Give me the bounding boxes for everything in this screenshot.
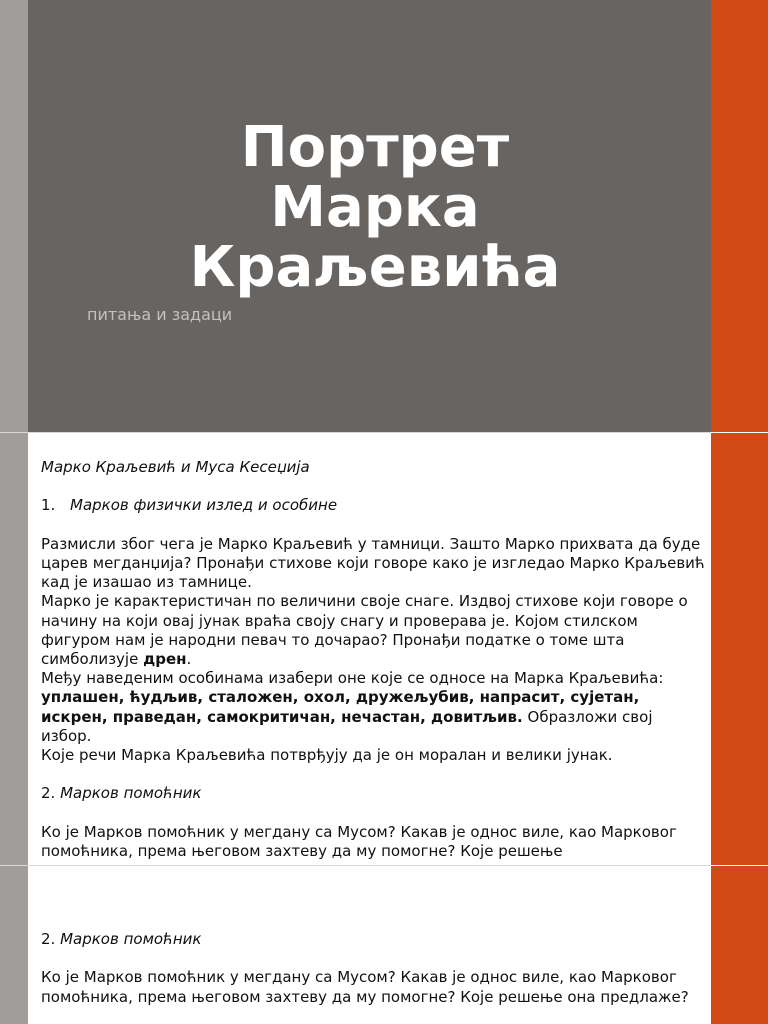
traits-list: уплашен, ћудљив, сталожен, охол, дружељубив, напрасит, сујетан, искрен, праведан, самокритичан, нечастан, довитљив. — [41, 688, 640, 726]
question-paragraph: Међу наведеним особинама изабери оне које се односе на Марка Краљевића: уплашен, ћудљив, сталожен, охол, дружељубив, напрасит, сујетан, искрен, праведан, самокритичан, нечастан, довитљив. Образложи свој избор. — [41, 669, 664, 745]
slide-2 — [28, 433, 711, 865]
poem-heading: Марко Краљевић и Муса Кесеџија — [41, 458, 310, 476]
left-accent-bar — [0, 0, 28, 432]
title-line-2: Марка — [270, 175, 480, 240]
question-paragraph: Ко је Марков помоћник у мегдану са Мусом? Какав је однос виле, као Марковог помоћника, према његовом захтеву да му помогне? Које решење — [41, 822, 677, 860]
section-2-heading — [41, 784, 706, 803]
left-accent-bar — [0, 433, 28, 865]
slide-title — [60, 115, 690, 300]
title-line-3: Краљевића — [189, 235, 561, 300]
section-number: 2. — [41, 930, 61, 948]
section-number: 2. — [41, 784, 61, 803]
slide-subtitle: питања и задаци — [87, 305, 233, 324]
slide-3 — [28, 866, 711, 1024]
section-number: 1. — [41, 496, 56, 515]
question-paragraph: Ко је Марков помоћник у мегдану са Мусом? Какав је однос виле, као Марковог помоћника, према његовом захтеву да му помогне? Које решење она предлаже? — [41, 968, 689, 1006]
section-2-heading — [41, 930, 706, 949]
section-title: Марков помоћник — [60, 784, 202, 803]
left-accent-bar — [0, 866, 28, 1024]
section-1-heading — [41, 496, 706, 515]
title-line-1: Портрет — [240, 115, 510, 180]
section-title: Марков физички излед и особине — [70, 496, 338, 515]
question-paragraph: Размисли због чега је Марко Краљевић у тамници. Зашто Марко прихвата да буде царев мегданџија? Пронађи стихове који говоре како је изгледао Марко Краљевић кад је изашао из тамнице. — [41, 534, 705, 592]
right-accent-bar — [711, 433, 768, 865]
question-paragraph: Марко је карактеристичан по величини своје снаге. Издвој стихове који говоре о начину на који овај јунак враћа своју снагу и проверава је. Којом стилском фигуром нам је народни певач то дочарао? Пронађи податке о томе шта симболизује дрен. — [41, 592, 688, 668]
right-accent-bar — [711, 0, 768, 432]
question-paragraph: Које речи Марка Краљевића потврђују да је он моралан и велики јунак. — [41, 746, 613, 765]
bold-term: дрен — [143, 650, 187, 668]
right-accent-bar — [711, 866, 768, 1024]
section-title: Марков помоћник — [60, 930, 202, 948]
